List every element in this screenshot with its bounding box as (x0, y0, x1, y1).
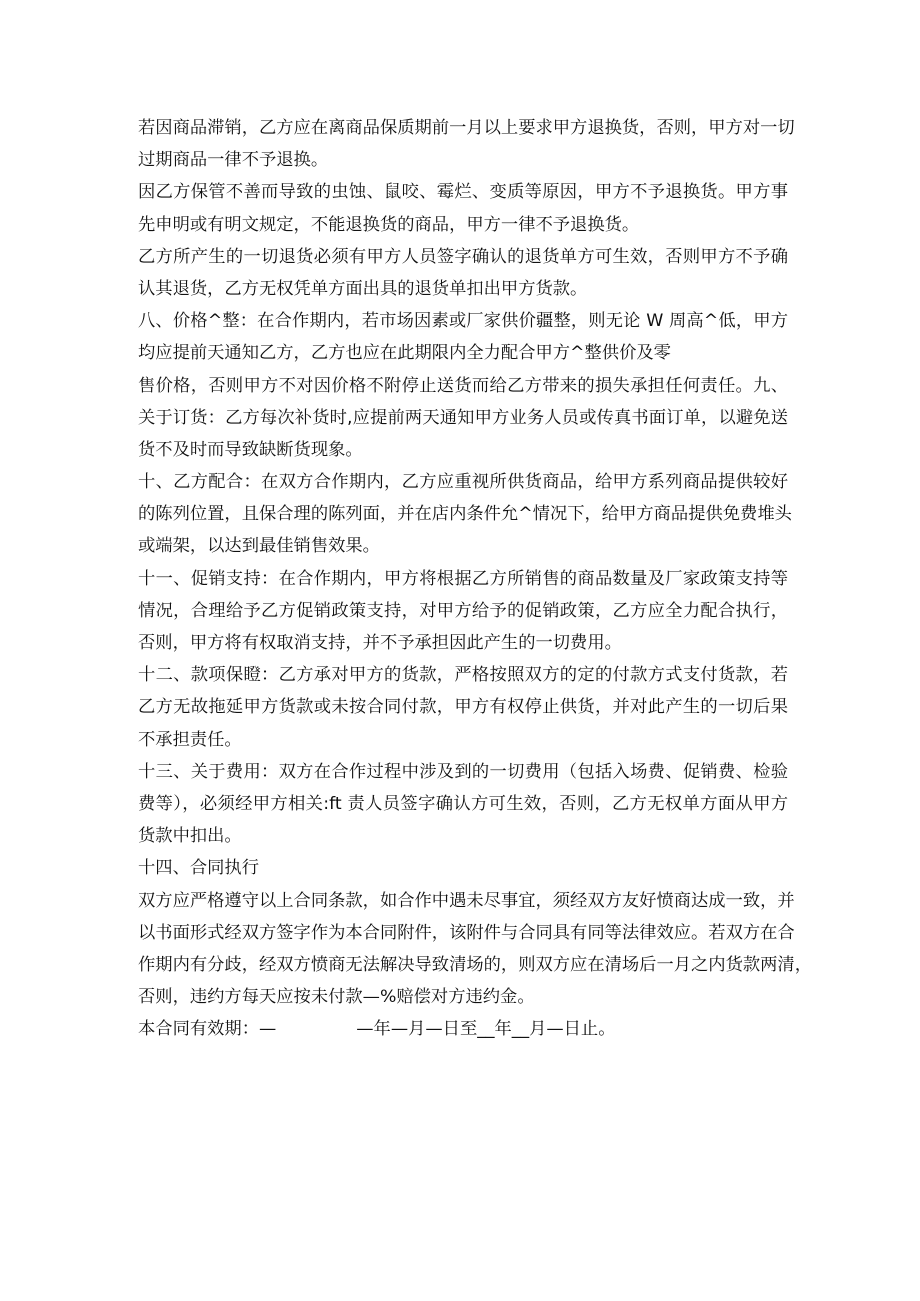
text-line: 认其退货，乙方无权凭单方面出具的退货单扣出甲方货款。 (138, 278, 588, 299)
validity-suffix: —年—月—日至__年__月—日止。 (356, 1019, 616, 1040)
text-line: 或端架，以达到最佳销售效果。 (138, 536, 380, 557)
validity-line (138, 1013, 788, 1045)
text-line: 八、价格^整：在合作期内，若市场因素或厂家供价疆整，则无论 W 周高^低，甲方 (138, 311, 788, 332)
text-line: 否则，违约方每天应按未付款—%赔偿对方违约金。 (138, 987, 535, 1008)
text-line: 的陈列位置，且保合理的陈列面，并在店内条件允^情况下，给甲方商品提供免费堆头 (138, 504, 792, 525)
text-line: 乙方所产生的一切退货必须有甲方人员签字确认的退货单方可生效，否则甲方不予确 (138, 246, 788, 267)
text-line: 若因商品滞销，乙方应在离商品保质期前一月以上要求甲方退换货，否则，甲方对一切 (138, 118, 795, 138)
text-line: 以书面形式经双方签字作为本合同附件，该附件与合同具有同等法律效应。若双方在合 (138, 922, 795, 943)
text-line: 因乙方保管不善而导致的虫蚀、鼠咬、霉烂、变质等原因，甲方不予退换货。甲方事 (138, 182, 788, 203)
text-line: 十三、关于费用：双方在合作过程中涉及到的一切费用（包括入场费、促销费、检验 (138, 761, 788, 782)
text-line: 费等），必须经甲方相关:ft 责人员签字确认方可生效，否则，乙方无权单方面从甲方 (138, 793, 788, 814)
text-line: 否则，甲方将有权取消支持，并不予承担因此产生的一切费用。 (138, 633, 622, 653)
text-line: 情况，合理给予乙方促销政策支持，对甲方给予的促销政策，乙方应全力配合执行， (138, 600, 788, 621)
contract-text (138, 112, 812, 1045)
text-line: 均应提前天通知乙方，乙方也应在此期限内全力配合甲方^整供价及零 (138, 343, 671, 364)
text-line: 十一、促销支持：在合作期内，甲方将根据乙方所销售的商品数量及厂家政策支持等 (138, 568, 788, 589)
text-line: 十、乙方配合：在双方合作期内，乙方应重视所供货商品，给甲方系列商品提供较好 (138, 472, 788, 493)
text-line: 货不及时而导致缺断货现象。 (138, 439, 363, 460)
text-line: 先申明或有明文规定，不能退换货的商品，甲方一律不予退换货。 (138, 214, 640, 235)
text-line: 货款中扣出。 (138, 826, 242, 847)
text-line: 双方应严格遵守以上合同条款，如合作中遇未尽事宜，须经双方友好愤商达成一致，并 (138, 890, 795, 911)
text-line: 过期商品一律不予退换。 (138, 150, 329, 171)
text-line: 乙方无故拖延甲方货款或未按合同付款，甲方有权停止供货，并对此产生的一切后果 (138, 697, 788, 718)
text-line: 售价格，否则甲方不对因价格不附停止送货而给乙方带来的损失承担任何责任。九、 (138, 375, 788, 396)
text-line: 关于订货：乙方每次补货时,应提前两天通知甲方业务人员或传真书面订单，以避免送 (138, 407, 788, 428)
text-line: 不承担责任。 (138, 729, 242, 750)
validity-prefix: 本合同有效期：— (138, 1019, 277, 1040)
section-heading: 十四、合同执行 (138, 858, 259, 879)
text-line: 作期内有分歧，经双方愤商无法解决导致清场的，则双方应在清场后一月之内货款两清， (138, 954, 812, 975)
text-line: 十二、款项保瞪：乙方承对甲方的货款，严格按照双方的定的付款方式支付货款，若 (138, 665, 788, 686)
